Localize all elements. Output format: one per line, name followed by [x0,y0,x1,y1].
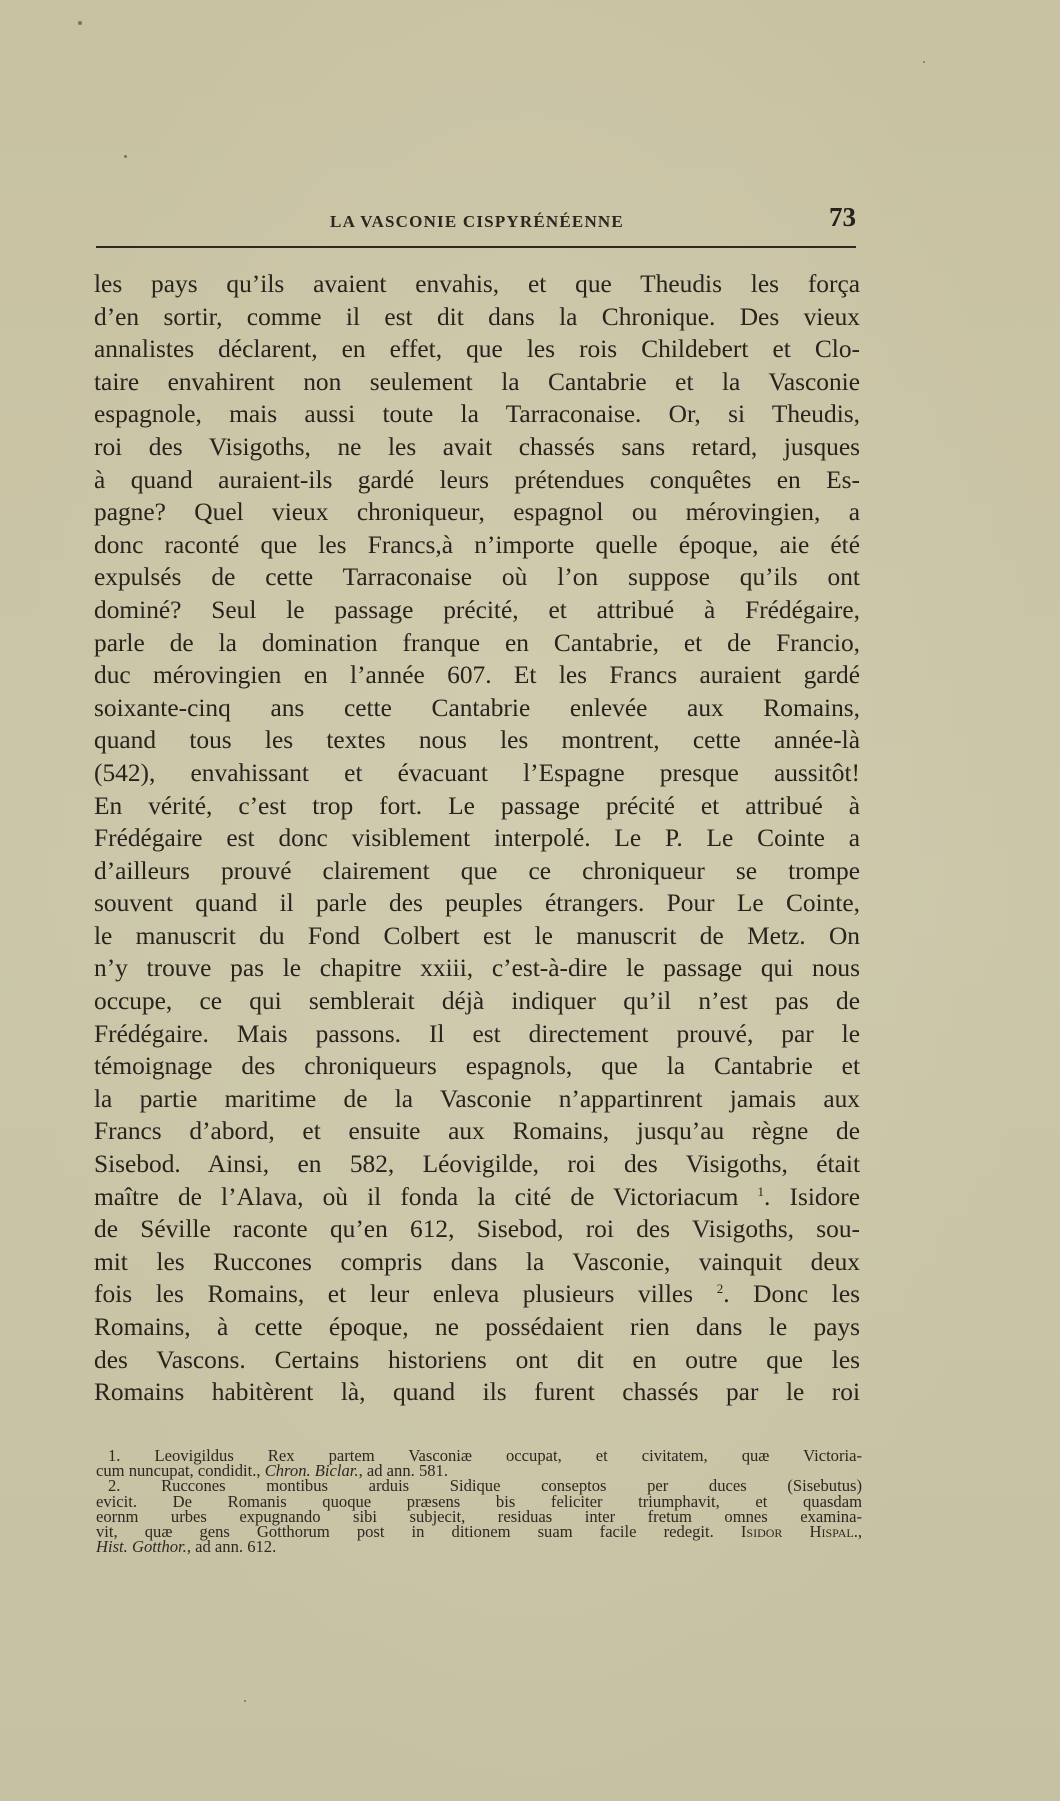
running-head [96,200,858,236]
text-fragment: maître de l’Alava, où il fonda la cité de Victoriacum [94,1182,739,1211]
body-text [94,268,860,1409]
citation-title: Hist. Gotthor. [96,1537,187,1557]
paper-speck [244,1700,246,1702]
text-line: Francs d’abord, et ensuite aux Romains, jusqu’au règne de [94,1117,860,1146]
text-line: n’y trouve pas le chapitre xxiii, c’est-à-dire le passage qui nous [94,954,860,983]
text-line-with-note-ref [94,1181,860,1214]
citation-title: Chron. Biclar. [264,1461,359,1481]
footnote-2 [96,1476,862,1557]
running-title: LA VASCONIE CISPYRÉNÉENNE [330,212,624,231]
text-line: Frédégaire est donc visiblement interpolé. Le P. Le Cointe a [94,824,860,853]
text-line: à quand auraient-ils gardé leurs prétendues conquêtes en Es- [94,465,860,494]
footnote-ref-1[interactable]: 1 [757,1183,765,1199]
footnote-text: , ad ann. 581. [358,1461,448,1481]
text-line: quand tous les textes nous les montrent, cette année-là [94,726,860,755]
text-line: des Vascons. Certains historiens ont dit en outre que les [94,1345,860,1374]
text-line-with-note-ref [94,1278,860,1311]
text-line: occupe, ce qui semblerait déjà indiquer qu’il n’est pas de [94,987,860,1016]
text-line: témoignage des chroniqueurs espagnols, que la Cantabrie et [94,1052,860,1081]
text-line: Romains habitèrent là, quand ils furent chassés par le roi [94,1378,860,1407]
header-rule [96,246,856,248]
text-fragment: . Isidore [764,1182,860,1211]
footnote-line [96,1537,862,1557]
text-line: donc raconté que les Francs,à n’importe quelle époque, aie été [94,530,860,559]
text-line: soixante-cinq ans cette Cantabrie enlevée aux Romains, [94,693,860,722]
footnote-text: Ruccones montibus arduis Sidique conseptos per duces (Sisebutus) [161,1476,862,1496]
text-line: parle de la domination franque en Cantabrie, et de Francio, [94,628,860,657]
citation-author: Isidor Hispal. [740,1521,858,1541]
footnote-text: Leovigildus Rex partem Vasconiæ occupat, et civitatem, quæ Victoria- [154,1446,863,1465]
footnote-text: cum nuncupat, condidit., [96,1461,261,1481]
paper-speck [124,155,127,158]
footnote-text: vit, quæ gens Gotthorum post in ditionem suam facile redegit. [96,1521,714,1541]
paper-speck [78,21,82,25]
footnote-ref-2[interactable]: 2 [716,1281,724,1297]
footnotes [96,1446,863,1557]
text-line: les pays qu’ils avaient envahis, et que Theudis les força [94,270,860,298]
text-line: espagnole, mais aussi toute la Tarraconaise. Or, si Theudis, [94,400,860,429]
footnote-number: 1. [108,1446,121,1465]
text-line: duc mérovingien en l’année 607. Et les Francs auraient gardé [94,661,860,690]
text-line: annalistes déclarent, en effet, que les rois Childebert et Clo- [94,335,860,364]
footnote-1 [96,1446,863,1481]
footnote-text: , ad ann. 612. [186,1537,277,1557]
text-line: d’ailleurs prouvé clairement que ce chroniqueur se trompe [94,856,860,885]
text-line: roi des Visigoths, ne les avait chassés sans retard, jusques [94,432,860,461]
text-line: mit les Ruccones compris dans la Vasconie, vainquit deux [94,1247,860,1276]
text-line: taire envahirent non seulement la Cantabrie et la Vasconie [94,367,860,396]
text-fragment: . Donc les [723,1280,860,1309]
text-fragment: fois les Romains, et leur enleva plusieurs villes [94,1280,694,1309]
text-line: dominé? Seul le passage précité, et attribué à Frédégaire, [94,595,860,624]
paper-speck [923,61,925,63]
page-number: 73 [829,202,856,232]
text-line: de Séville raconte qu’en 612, Sisebod, roi des Visigoths, sou- [94,1215,860,1244]
text-line: Romains, à cette époque, ne possédaient rien dans le pays [94,1313,860,1341]
text-line: pagne? Quel vieux chroniqueur, espagnol ou mérovingien, a [94,498,860,527]
footnote-text: , [857,1521,862,1541]
text-line: Frédégaire. Mais passons. Il est directement prouvé, par le [94,1019,860,1048]
text-line: le manuscrit du Fond Colbert est le manuscrit de Metz. On [94,921,860,950]
footnote-line: eornm urbes expugnando sibi subjecit, residuas inter fretum omnes examina- [96,1506,862,1526]
text-line: En vérité, c’est trop fort. Le passage précité et attribué à [94,791,860,820]
text-line: expulsés de cette Tarraconaise où l’on suppose qu’ils ont [94,563,860,592]
footnote-number: 2. [108,1476,121,1496]
footnote-line: evicit. De Romanis quoque præsens bis feliciter triumphavit, et quasdam [96,1491,862,1511]
text-line: Sisebod. Ainsi, en 582, Léovigilde, roi des Visigoths, était [94,1150,860,1179]
text-line: la partie maritime de la Vasconie n’appartinrent jamais aux [94,1084,860,1113]
text-line: d’en sortir, comme il est dit dans la Chronique. Des vieux [94,302,860,331]
text-line: souvent quand il parle des peuples étrangers. Pour Le Cointe, [94,889,860,918]
text-line: (542), envahissant et évacuant l’Espagne presque aussitôt! [94,758,860,787]
